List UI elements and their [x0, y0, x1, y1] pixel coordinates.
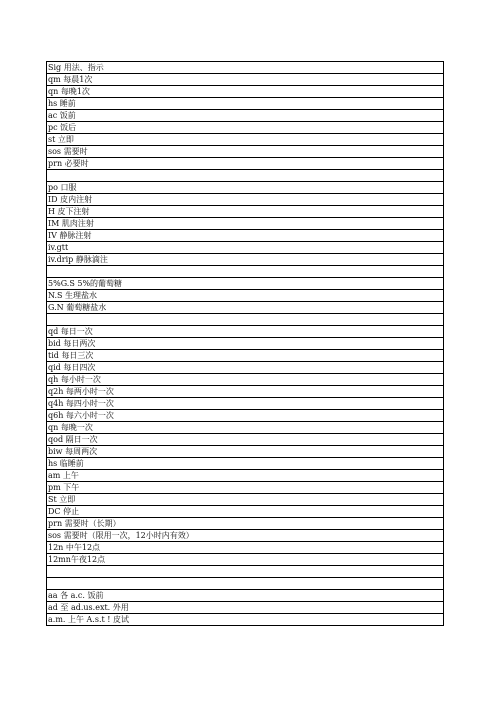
table-row — [47, 98, 443, 110]
table-row — [47, 86, 443, 98]
table-row — [47, 410, 443, 422]
table-row — [47, 398, 443, 410]
table-row — [47, 362, 443, 374]
row-text: IM 肌肉注射 — [48, 219, 94, 228]
row-text: qh 每小时一次 — [48, 375, 101, 384]
row-text: st 立即 — [48, 135, 74, 144]
table-row — [47, 374, 443, 386]
table-row — [47, 614, 443, 626]
row-text: 12mn午夜12点 — [48, 555, 106, 564]
blank-row — [47, 170, 443, 182]
blank-row — [47, 314, 443, 326]
row-text: pm 下午 — [48, 483, 80, 492]
row-text: sos 需要时（限用一次，12小时内有效） — [48, 531, 194, 540]
row-text: po 口服 — [48, 183, 77, 192]
row-text: IV 静脉注射 — [48, 231, 92, 240]
table-row — [47, 182, 443, 194]
table-row — [47, 494, 443, 506]
table-row — [47, 506, 443, 518]
table-row — [47, 242, 443, 254]
table-row — [47, 386, 443, 398]
table-row — [47, 518, 443, 530]
row-text: qd 每日一次 — [48, 327, 93, 336]
table-row — [47, 230, 443, 242]
row-text: q2h 每两小时一次 — [48, 387, 114, 396]
row-text: q6h 每六小时一次 — [48, 411, 114, 420]
table-row — [47, 254, 443, 266]
table-row — [47, 302, 443, 314]
row-text: N.S 生理盐水 — [48, 291, 98, 300]
blank-row — [47, 266, 443, 278]
row-text: 5%G.S 5%的葡萄糖 — [48, 279, 123, 288]
row-text: a.m. 上午 A.s.t ! 皮试 — [48, 615, 130, 624]
table-row — [47, 122, 443, 134]
row-text: hs 临睡前 — [48, 459, 84, 468]
table-row — [47, 470, 443, 482]
row-text: prn 必要时 — [48, 159, 89, 168]
table-row — [47, 62, 443, 74]
table-row — [47, 530, 443, 542]
row-text: qid 每日四次 — [48, 363, 96, 372]
table-row — [47, 110, 443, 122]
table-row — [47, 158, 443, 170]
row-text: sos 需要时 — [48, 147, 88, 156]
table-row — [47, 422, 443, 434]
row-text: biw 每周两次 — [48, 447, 98, 456]
table-row — [47, 554, 443, 566]
table-row — [47, 206, 443, 218]
row-text: qn 每晚一次 — [48, 423, 93, 432]
row-text: St 立即 — [48, 495, 76, 504]
table-row — [47, 326, 443, 338]
row-text: pc 饭后 — [48, 123, 77, 132]
row-text: iv.drip 静脉滴注 — [48, 255, 108, 264]
row-text: qod 隔日一次 — [48, 435, 98, 444]
row-text: am 上午 — [48, 471, 79, 480]
row-text: ad 至 ad.us.ext. 外用 — [48, 603, 129, 612]
blank-row — [47, 578, 443, 590]
row-text: DC 停止 — [48, 507, 80, 516]
row-text: H 皮下注射 — [48, 207, 90, 216]
table-row — [47, 290, 443, 302]
row-text: qm 每晨1次 — [48, 75, 93, 84]
table-row — [47, 482, 443, 494]
row-text: q4h 每四小时一次 — [48, 399, 114, 408]
table-row — [47, 542, 443, 554]
table-row — [47, 350, 443, 362]
row-text: bid 每日两次 — [48, 339, 96, 348]
abbreviation-table — [46, 61, 444, 626]
row-text: ac 饭前 — [48, 111, 76, 120]
row-text: tid 每日三次 — [48, 351, 94, 360]
table-row — [47, 602, 443, 614]
table-row — [47, 194, 443, 206]
table-row — [47, 590, 443, 602]
table-row — [47, 146, 443, 158]
table-row — [47, 134, 443, 146]
table-row — [47, 446, 443, 458]
row-text: prn 需要时（长期） — [48, 519, 121, 528]
row-text: ID 皮内注射 — [48, 195, 93, 204]
table-row — [47, 458, 443, 470]
table-row — [47, 218, 443, 230]
table-row — [47, 434, 443, 446]
blank-row — [47, 566, 443, 578]
row-text: aa 各 a.c. 饭前 — [48, 591, 104, 600]
row-text: G.N 葡萄糖盐水 — [48, 303, 107, 312]
table-row — [47, 338, 443, 350]
row-text: iv.gtt — [48, 243, 69, 252]
row-text: qn 每晚1次 — [48, 87, 90, 96]
row-text: 12n 中午12点 — [48, 543, 101, 552]
table-row — [47, 278, 443, 290]
row-text: Sig 用法、指示 — [48, 63, 104, 72]
table-row — [47, 74, 443, 86]
row-text: hs 睡前 — [48, 99, 76, 108]
